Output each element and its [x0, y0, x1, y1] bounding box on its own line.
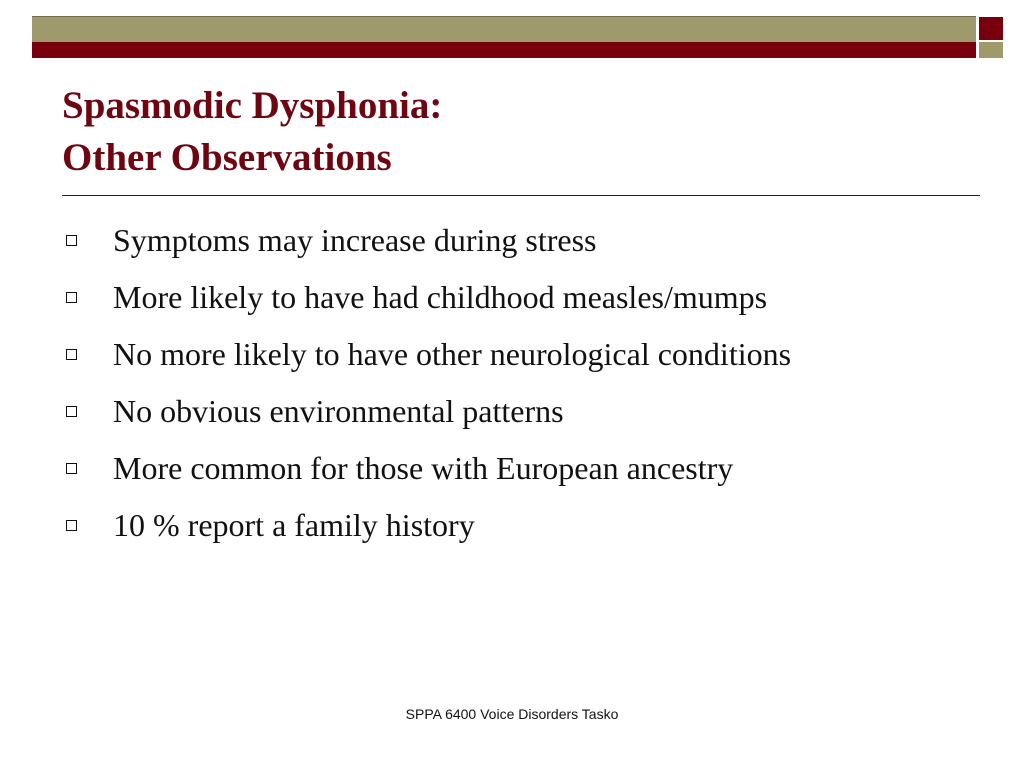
hollow-square-icon [66, 349, 77, 360]
bullet-item [66, 269, 791, 326]
bullet-item [66, 326, 791, 383]
hollow-square-icon [66, 520, 77, 531]
header-band-red [32, 42, 976, 58]
bullet-text: More likely to have had childhood measles/mumps [113, 279, 768, 315]
hollow-square-icon [66, 292, 77, 303]
hollow-square-icon [66, 406, 77, 417]
bullet-list [66, 212, 791, 554]
hollow-square-icon [66, 463, 77, 474]
title-line-1: Spasmodic Dysphonia: [62, 84, 443, 127]
bullet-item [66, 440, 791, 497]
bullet-item [66, 212, 791, 269]
bullet-item [66, 497, 791, 554]
corner-square-olive [979, 42, 1003, 58]
bullet-text: Symptoms may increase during stress [113, 222, 597, 258]
title-divider [62, 195, 980, 196]
slide-title [62, 80, 962, 184]
bullet-text: No more likely to have other neurological conditions [113, 336, 792, 372]
slide-footer: SPPA 6400 Voice Disorders Tasko [405, 706, 619, 722]
bullet-text: 10 % report a family history [113, 507, 475, 543]
header-band-olive [32, 16, 976, 43]
bullet-text: No obvious environmental patterns [113, 393, 564, 429]
bullet-item [66, 383, 791, 440]
bullet-text: More common for those with European ancestry [113, 450, 734, 486]
hollow-square-icon [66, 235, 77, 246]
corner-square-red [979, 17, 1003, 40]
title-line-2: Other Observations [62, 136, 392, 179]
